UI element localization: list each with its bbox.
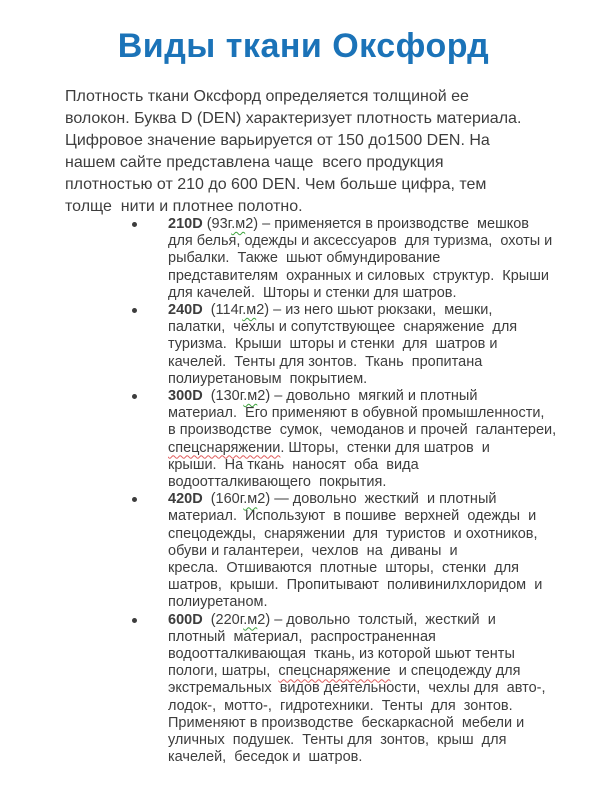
intro-line: Цифровое значение варьируется от 150 до1500 DEN. На	[65, 132, 490, 149]
text-segment: и спецодежду для	[390, 663, 521, 680]
text-segment: рыбалки. Также шьют обмундирование	[168, 250, 441, 267]
list-item-line	[168, 405, 590, 422]
grammar-underlined-text: .м	[242, 302, 257, 319]
list-item-300D	[130, 388, 590, 491]
list-item-line	[168, 250, 590, 267]
list-item-line	[168, 715, 590, 732]
intro-line: Плотность ткани Оксфорд определяется толщиной ее	[65, 88, 469, 105]
intro-paragraph	[65, 86, 570, 218]
list-item-line	[168, 285, 590, 302]
text-segment: туризма. Крыши шторы и стенки для шатров и	[168, 336, 498, 353]
text-segment: качелей, беседок и шатров.	[168, 749, 363, 766]
grammar-underlined-text: .м	[231, 216, 246, 232]
intro-line: нашем сайте представлена чаще всего продукция	[65, 154, 444, 171]
list-item-line	[168, 422, 590, 439]
list-item-line	[168, 354, 590, 371]
list-item-line	[168, 749, 590, 766]
list-item-420D	[130, 491, 590, 611]
list-item-line	[168, 680, 590, 697]
text-segment: 2) — довольно жесткий и плотный	[257, 491, 497, 508]
text-segment: полиуретановым покрытием.	[168, 370, 368, 387]
grammar-underlined-text: .м	[243, 491, 258, 508]
list-item-line	[168, 646, 590, 663]
list-item-line	[168, 336, 590, 353]
list-item-line	[168, 698, 590, 715]
list-item-line	[168, 457, 590, 474]
list-item-line	[168, 543, 590, 560]
text-segment: (93г	[202, 216, 232, 232]
text-segment: 2) – довольно мягкий и плотный	[257, 388, 478, 405]
list-item-line	[168, 594, 590, 611]
text-segment: материал. Используют в пошиве верхней одежды и	[168, 508, 537, 525]
spellcheck-underlined-word: спецснаряжение	[278, 663, 391, 680]
density-label: 600D	[168, 611, 203, 628]
bullet-dot-icon	[132, 618, 137, 623]
text-segment: качелей. Тенты для зонтов. Ткань пропитана	[168, 353, 483, 370]
list-item-line	[168, 268, 590, 285]
text-segment: крыши. На ткань наносят оба вида	[168, 456, 419, 473]
page-title: Виды ткани Оксфорд	[117, 27, 490, 65]
list-item-line	[168, 319, 590, 336]
text-segment: экстремальных видов деятельности, чехлы для авто-,	[168, 680, 546, 697]
intro-line: толще нити и плотнее полотно.	[65, 198, 303, 215]
density-label: 420D	[168, 491, 203, 508]
list-item-line	[168, 388, 590, 405]
intro-line: плотностью от 210 до 600 DEN. Чем больше цифра, тем	[65, 176, 487, 193]
text-segment: 2) – применяется в производстве мешков	[245, 216, 529, 232]
text-segment: (130г	[202, 388, 244, 405]
list-item-600D	[130, 612, 590, 767]
text-segment: материал. Его применяют в обувной промышленности,	[168, 405, 545, 422]
list-item-210D	[130, 216, 590, 302]
text-segment: палатки, чехлы и сопутствующее снаряжение для	[168, 319, 518, 336]
list-item-line	[168, 629, 590, 646]
text-segment: полиуретаном.	[168, 594, 268, 611]
text-segment: представителям охранных и силовых структур. Крыши	[168, 267, 549, 284]
text-segment: лодок-, мотто-, гидротехники. Тенты для зонтов.	[168, 697, 513, 714]
text-segment: (114г	[202, 302, 243, 319]
list-item-line	[168, 526, 590, 543]
text-segment: 2) – из него шьют рюкзаки, мешки,	[256, 302, 493, 319]
text-segment: водоотталкивающая ткань, из которой шьют тенты	[168, 646, 515, 663]
list-item-line	[168, 560, 590, 577]
density-label: 210D	[168, 216, 203, 232]
text-segment: пологи, шатры,	[168, 663, 279, 680]
list-item-line	[168, 663, 590, 680]
grammar-underlined-text: .м	[243, 388, 258, 405]
spellcheck-underlined-word: спецснаряжении	[168, 439, 281, 456]
text-segment: (220г	[202, 611, 244, 628]
text-segment: уличных подушек. Тенты для зонтов, крыш для	[168, 732, 507, 749]
grammar-underlined-text: .м	[243, 611, 258, 628]
list-item-line	[168, 508, 590, 525]
text-segment: спецодежды, снаряжении для туристов и охотников,	[168, 525, 538, 542]
list-item-line	[168, 233, 590, 250]
list-item-line	[168, 440, 590, 457]
text-segment: (160г	[202, 491, 244, 508]
list-item-line	[168, 474, 590, 491]
list-item-line	[168, 732, 590, 749]
list-item-line	[168, 302, 590, 319]
list-item-line	[168, 612, 590, 629]
list-item-line	[168, 371, 590, 388]
text-segment: . Шторы, стенки для шатров и	[280, 439, 490, 456]
bullet-dot-icon	[132, 308, 137, 313]
list-item-240D	[130, 302, 590, 388]
text-segment: водоотталкивающего покрытия.	[168, 474, 387, 491]
fabric-density-list	[130, 216, 590, 767]
list-item-line	[168, 216, 590, 233]
text-segment: плотный материал, распространенная	[168, 628, 436, 645]
bullet-dot-icon	[132, 394, 137, 399]
text-segment: Применяют в производстве бескаркасной мебели и	[168, 714, 525, 731]
list-item-line	[168, 577, 590, 594]
text-segment: шатров, крыши. Пропитывают поливинилхлоридом и	[168, 577, 543, 594]
text-segment: в производстве сумок, чемоданов и прочей галантереи,	[168, 422, 557, 439]
density-label: 300D	[168, 388, 203, 405]
text-segment: 2) – довольно толстый, жесткий и	[257, 611, 496, 628]
text-segment: кресла. Отшиваются плотные шторы, стенки для	[168, 560, 520, 577]
text-segment: для белья, одежды и аксессуаров для туризма, охоты и	[168, 233, 553, 250]
list-item-line	[168, 491, 590, 508]
text-segment: обуви и галантереи, чехлов на диваны и	[168, 542, 458, 559]
text-segment: для качелей. Шторы и стенки для шатров.	[168, 284, 457, 301]
density-label: 240D	[168, 302, 203, 319]
intro-line: волокон. Буква D (DEN) характеризует плотность материала.	[65, 110, 522, 127]
bullet-dot-icon	[132, 497, 137, 502]
bullet-dot-icon	[132, 222, 137, 227]
